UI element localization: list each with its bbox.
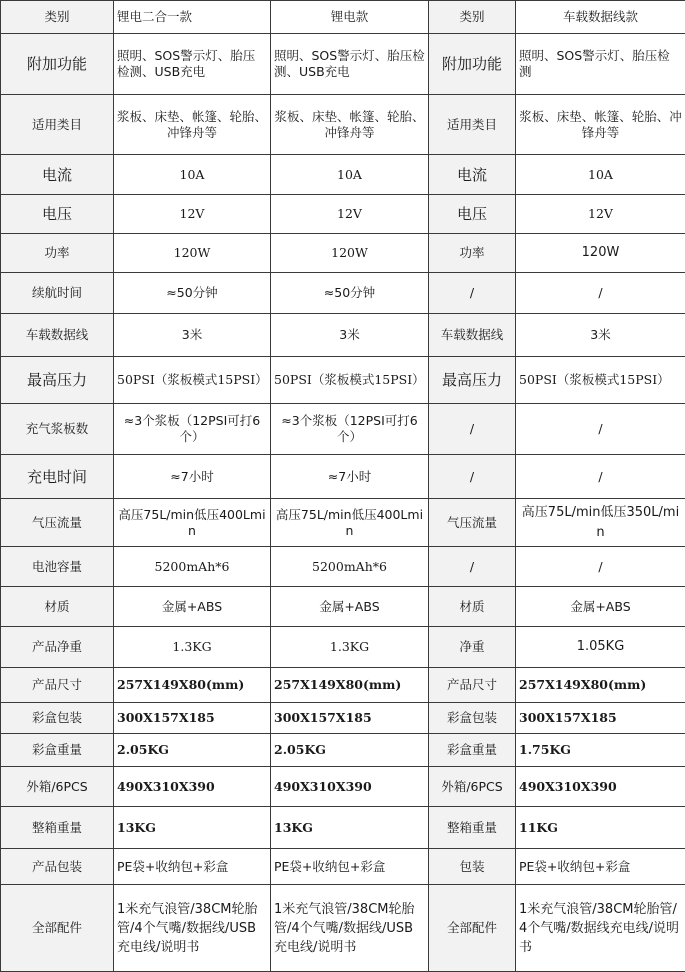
- cell-lithium: 50PSI（浆板模式15PSI）: [271, 357, 429, 404]
- cell-lithium-2in1: 1.3KG: [114, 627, 271, 668]
- cell-lithium: 5200mAh*6: [271, 547, 429, 587]
- table-row: [1, 885, 685, 972]
- row-label: 彩盒包装: [1, 703, 114, 734]
- row-label-2: 电流: [429, 155, 516, 195]
- cell-car-cable: 120W: [516, 234, 685, 273]
- row-label: 电池容量: [1, 547, 114, 587]
- table-row: [1, 587, 685, 627]
- cell-lithium-2in1: 300X157X185: [114, 703, 271, 734]
- cell-lithium-2in1: PE袋+收纳包+彩盒: [114, 849, 271, 885]
- table-row: [1, 499, 685, 547]
- cell-car-cable: 金属+ABS: [516, 587, 685, 627]
- row-label: 气压流量: [1, 499, 114, 547]
- cell-lithium: 1.3KG: [271, 627, 429, 668]
- cell-lithium-2in1: 10A: [114, 155, 271, 195]
- table-row: [1, 314, 685, 357]
- table-row: [1, 195, 685, 234]
- row-label: 产品包装: [1, 849, 114, 885]
- cell-lithium: 3米: [271, 314, 429, 357]
- row-label: 适用类目: [1, 95, 114, 155]
- row-label-2: 整箱重量: [429, 807, 516, 849]
- cell-car-cable: 1.75KG: [516, 734, 685, 767]
- cell-lithium: 490X310X390: [271, 767, 429, 807]
- cell-car-cable: /: [516, 404, 685, 455]
- cell-car-cable: /: [516, 547, 685, 587]
- header-category-1: 类别: [1, 1, 114, 34]
- cell-lithium-2in1: 13KG: [114, 807, 271, 849]
- cell-lithium: 257X149X80(mm): [271, 668, 429, 703]
- cell-lithium: 12V: [271, 195, 429, 234]
- cell-car-cable: /: [516, 273, 685, 314]
- table-row: [1, 703, 685, 734]
- row-label: 产品尺寸: [1, 668, 114, 703]
- row-label-2: 外箱/6PCS: [429, 767, 516, 807]
- table-row: [1, 404, 685, 455]
- table-row: [1, 849, 685, 885]
- header-row: [1, 1, 685, 34]
- row-label: 充气浆板数: [1, 404, 114, 455]
- table-row: [1, 455, 685, 499]
- row-label: 全部配件: [1, 885, 114, 972]
- header-car-cable: 车载数据线款: [516, 1, 685, 34]
- table-row: [1, 734, 685, 767]
- cell-car-cable: 257X149X80(mm): [516, 668, 685, 703]
- cell-car-cable: 1.05KG: [516, 627, 685, 668]
- cell-car-cable: 490X310X390: [516, 767, 685, 807]
- table-row: [1, 234, 685, 273]
- cell-lithium-2in1: 257X149X80(mm): [114, 668, 271, 703]
- row-label-2: 材质: [429, 587, 516, 627]
- row-label: 功率: [1, 234, 114, 273]
- row-label-2: 最高压力: [429, 357, 516, 404]
- table-row: [1, 547, 685, 587]
- row-label: 彩盒重量: [1, 734, 114, 767]
- cell-car-cable: 1米充气浪管/38CM轮胎管/4个气嘴/数据线充电线/说明书: [516, 885, 685, 972]
- row-label-2: 附加功能: [429, 34, 516, 95]
- row-label-2: 净重: [429, 627, 516, 668]
- header-lithium: 锂电款: [271, 1, 429, 34]
- cell-lithium: 120W: [271, 234, 429, 273]
- row-label-2: /: [429, 404, 516, 455]
- row-label-2: 包装: [429, 849, 516, 885]
- cell-lithium-2in1: 490X310X390: [114, 767, 271, 807]
- row-label: 附加功能: [1, 34, 114, 95]
- cell-lithium: 13KG: [271, 807, 429, 849]
- cell-car-cable: 12V: [516, 195, 685, 234]
- cell-lithium-2in1: 12V: [114, 195, 271, 234]
- row-label: 充电时间: [1, 455, 114, 499]
- table-row: [1, 95, 685, 155]
- row-label: 材质: [1, 587, 114, 627]
- cell-lithium: 照明、SOS警示灯、胎压检测、USB充电: [271, 34, 429, 95]
- row-label: 最高压力: [1, 357, 114, 404]
- cell-car-cable: 高压75L/min低压350L/min: [516, 499, 685, 547]
- row-label-2: /: [429, 273, 516, 314]
- row-label-2: 适用类目: [429, 95, 516, 155]
- cell-car-cable: 照明、SOS警示灯、胎压检测: [516, 34, 685, 95]
- cell-lithium-2in1: 照明、SOS警示灯、胎压检测、USB充电: [114, 34, 271, 95]
- cell-lithium: 1米充气浪管/38CM轮胎管/4个气嘴/数据线/USB充电线/说明书: [271, 885, 429, 972]
- row-label-2: 功率: [429, 234, 516, 273]
- row-label: 车载数据线: [1, 314, 114, 357]
- row-label: 续航时间: [1, 273, 114, 314]
- cell-lithium: PE袋+收纳包+彩盒: [271, 849, 429, 885]
- cell-car-cable: 300X157X185: [516, 703, 685, 734]
- cell-lithium-2in1: 1米充气浪管/38CM轮胎管/4个气嘴/数据线/USB充电线/说明书: [114, 885, 271, 972]
- cell-lithium: 金属+ABS: [271, 587, 429, 627]
- cell-lithium: 高压75L/min低压400Lmin: [271, 499, 429, 547]
- cell-car-cable: 10A: [516, 155, 685, 195]
- row-label: 外箱/6PCS: [1, 767, 114, 807]
- cell-lithium: ≈50分钟: [271, 273, 429, 314]
- cell-lithium: 2.05KG: [271, 734, 429, 767]
- cell-lithium-2in1: 高压75L/min低压400Lmin: [114, 499, 271, 547]
- row-label-2: 彩盒重量: [429, 734, 516, 767]
- header-lithium-2in1: 锂电二合一款: [114, 1, 271, 34]
- cell-lithium-2in1: 50PSI（浆板模式15PSI）: [114, 357, 271, 404]
- cell-lithium: ≈3个浆板（12PSI可打6个）: [271, 404, 429, 455]
- cell-lithium: 10A: [271, 155, 429, 195]
- table-row: [1, 273, 685, 314]
- row-label: 电流: [1, 155, 114, 195]
- cell-lithium-2in1: 3米: [114, 314, 271, 357]
- table-row: [1, 668, 685, 703]
- cell-lithium-2in1: 120W: [114, 234, 271, 273]
- row-label-2: 车载数据线: [429, 314, 516, 357]
- cell-car-cable: 11KG: [516, 807, 685, 849]
- cell-car-cable: /: [516, 455, 685, 499]
- cell-lithium-2in1: 浆板、床垫、帐篷、轮胎、冲锋舟等: [114, 95, 271, 155]
- cell-lithium-2in1: ≈7小时: [114, 455, 271, 499]
- cell-lithium-2in1: ≈50分钟: [114, 273, 271, 314]
- cell-lithium-2in1: 金属+ABS: [114, 587, 271, 627]
- table-row: [1, 155, 685, 195]
- table-row: [1, 627, 685, 668]
- cell-car-cable: 50PSI（浆板模式15PSI）: [516, 357, 685, 404]
- row-label: 电压: [1, 195, 114, 234]
- table-row: [1, 767, 685, 807]
- cell-car-cable: 浆板、床垫、帐篷、轮胎、冲锋舟等: [516, 95, 685, 155]
- row-label-2: 彩盒包装: [429, 703, 516, 734]
- row-label-2: 电压: [429, 195, 516, 234]
- cell-lithium-2in1: 5200mAh*6: [114, 547, 271, 587]
- row-label-2: 产品尺寸: [429, 668, 516, 703]
- row-label-2: 气压流量: [429, 499, 516, 547]
- cell-lithium: 300X157X185: [271, 703, 429, 734]
- cell-lithium-2in1: 2.05KG: [114, 734, 271, 767]
- header-category-2: 类别: [429, 1, 516, 34]
- cell-lithium: 浆板、床垫、帐篷、轮胎、冲锋舟等: [271, 95, 429, 155]
- cell-car-cable: 3米: [516, 314, 685, 357]
- row-label-2: /: [429, 455, 516, 499]
- row-label-2: 全部配件: [429, 885, 516, 972]
- table-row: [1, 357, 685, 404]
- table-row: [1, 807, 685, 849]
- row-label-2: /: [429, 547, 516, 587]
- row-label: 产品净重: [1, 627, 114, 668]
- cell-lithium-2in1: ≈3个浆板（12PSI可打6个）: [114, 404, 271, 455]
- row-label: 整箱重量: [1, 807, 114, 849]
- cell-lithium: ≈7小时: [271, 455, 429, 499]
- cell-car-cable: PE袋+收纳包+彩盒: [516, 849, 685, 885]
- table-row: [1, 34, 685, 95]
